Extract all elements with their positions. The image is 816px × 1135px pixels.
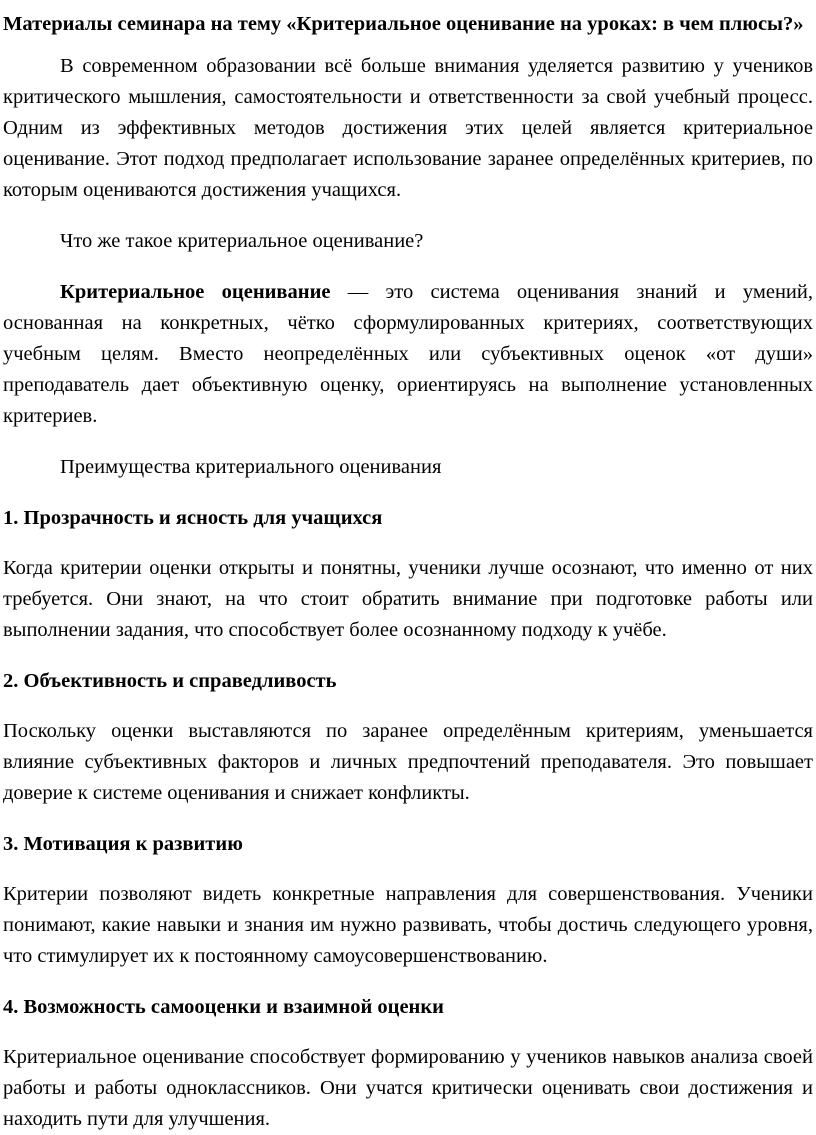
question-paragraph: Что же такое критериальное оценивание? xyxy=(60,230,424,252)
definition-paragraph xyxy=(3,277,813,432)
section-1-text: Когда критерии оценки открыты и понятны, ученики лучше осознают, что именно от них требуется. Они знают, на что стоит обратить внимание при подготовке работы или выполнении задания, что способствует более осознанному подходу к учёбе. xyxy=(3,557,813,641)
section-4-text: Критериальное оценивание способствует формированию у учеников навыков анализа своей работы и работы одноклассников. Они учатся критически оценивать свои достижения и находить пути для улучшения. xyxy=(3,1046,813,1130)
section-1-heading: 1. Прозрачность и ясность для учащихся xyxy=(3,507,383,529)
section-3-heading: 3. Мотивация к развитию xyxy=(3,833,243,855)
section-2-heading: 2. Объективность и справедливость xyxy=(3,670,337,692)
intro-paragraph: В современном образовании всё больше внимания уделяется развитию у учеников критического мышления, самостоятельности и ответственности за свой учебный процесс. Одним из эффективных методов достижения этих целей является критериальное оценивание. Этот подход предполагает использование заранее определённых критериев, по которым оцениваются достижения учащихся. xyxy=(3,55,813,201)
document-title: Материалы семинара на тему «Критериальное оценивание на уроках: в чем плюсы?» xyxy=(3,13,804,35)
section-2-text: Поскольку оценки выставляются по заранее определённым критериям, уменьшается влияние субъективных факторов и личных предпочтений преподавателя. Это повышает доверие к системе оценивания и снижает конфликты. xyxy=(3,720,813,804)
advantages-heading: Преимущества критериального оценивания xyxy=(60,456,442,478)
section-4-heading: 4. Возможность самооценки и взаимной оценки xyxy=(3,996,444,1018)
section-3-text: Критерии позволяют видеть конкретные направления для совершенствования. Ученики понимают, какие навыки и знания им нужно развивать, чтобы достичь следующего уровня, что стимулирует их к постоянному самоусовершенствованию. xyxy=(3,883,813,967)
definition-term: Критериальное оценивание xyxy=(60,281,331,303)
definition-text: — это система оценивания знаний и умений, основанная на конкретных, чётко сформулированных критериях, соответствующих учебным целям. Вместо неопределённых или субъективных оценок «от души» преподаватель дает объективную оценку, ориентируясь на выполнение установленных критериев. xyxy=(3,281,813,427)
